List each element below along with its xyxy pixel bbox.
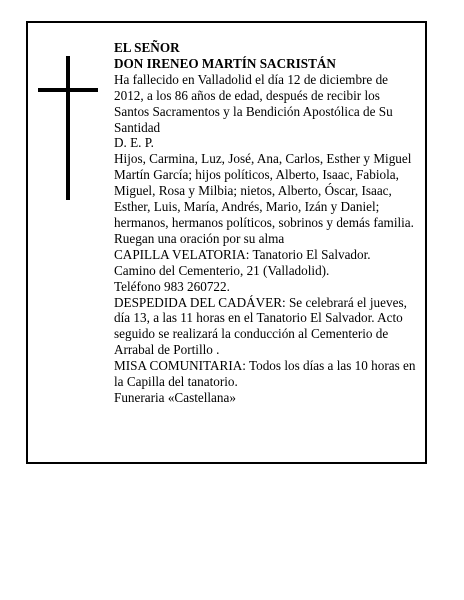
cross-vertical-bar — [66, 56, 70, 200]
farewell-details: DESPEDIDA DEL CADÁVER: Se celebrará el jueves, día 13, a las 11 horas en el Tanatorio El Salvador. Acto seguido se realizará la conducción al Cementerio de Arrabal de Portillo . — [114, 294, 407, 358]
deceased-name: DON IRENEO MARTÍN SACRISTÁN — [114, 55, 336, 71]
wake-chapel: CAPILLA VELATORIA: Tanatorio El Salvador. — [114, 246, 371, 262]
rip-line: D. E. P. — [114, 135, 154, 151]
wake-phone: Teléfono 983 260722. — [114, 278, 230, 294]
death-announcement: Ha fallecido en Valladolid el día 12 de diciembre de 2012, a los 86 años de edad, después de recibir los Santos Sacramentos y la Bendición Apostólica de Su Santidad — [114, 71, 393, 135]
family-list: Hijos, Carmina, Luz, José, Ana, Carlos, Esther y Miguel Martín García; hijos políticos, Alberto, Isaac, Fabiola, Miguel, Rosa y Milbia; nietos, Alberto, Óscar, Isaac, Esther, Luis, María, Andrés, Mario, Izán y Daniel; hermanos, hermanos políticos, sobrinos y demás familia. — [114, 151, 414, 230]
cross-horizontal-bar — [38, 88, 98, 92]
notice-text — [114, 40, 418, 406]
community-mass: MISA COMUNITARIA: Todos los días a las 10 horas en la Capilla del tanatorio. — [114, 358, 416, 390]
obituary-notice — [26, 21, 427, 464]
funeral-home: Funeraria «Castellana» — [114, 389, 236, 405]
wake-address: Camino del Cementerio, 21 (Valladolid). — [114, 262, 330, 278]
title-line-1: EL SEÑOR — [114, 40, 180, 55]
cross-icon — [38, 56, 98, 200]
prayer-request: Ruegan una oración por su alma — [114, 230, 285, 246]
